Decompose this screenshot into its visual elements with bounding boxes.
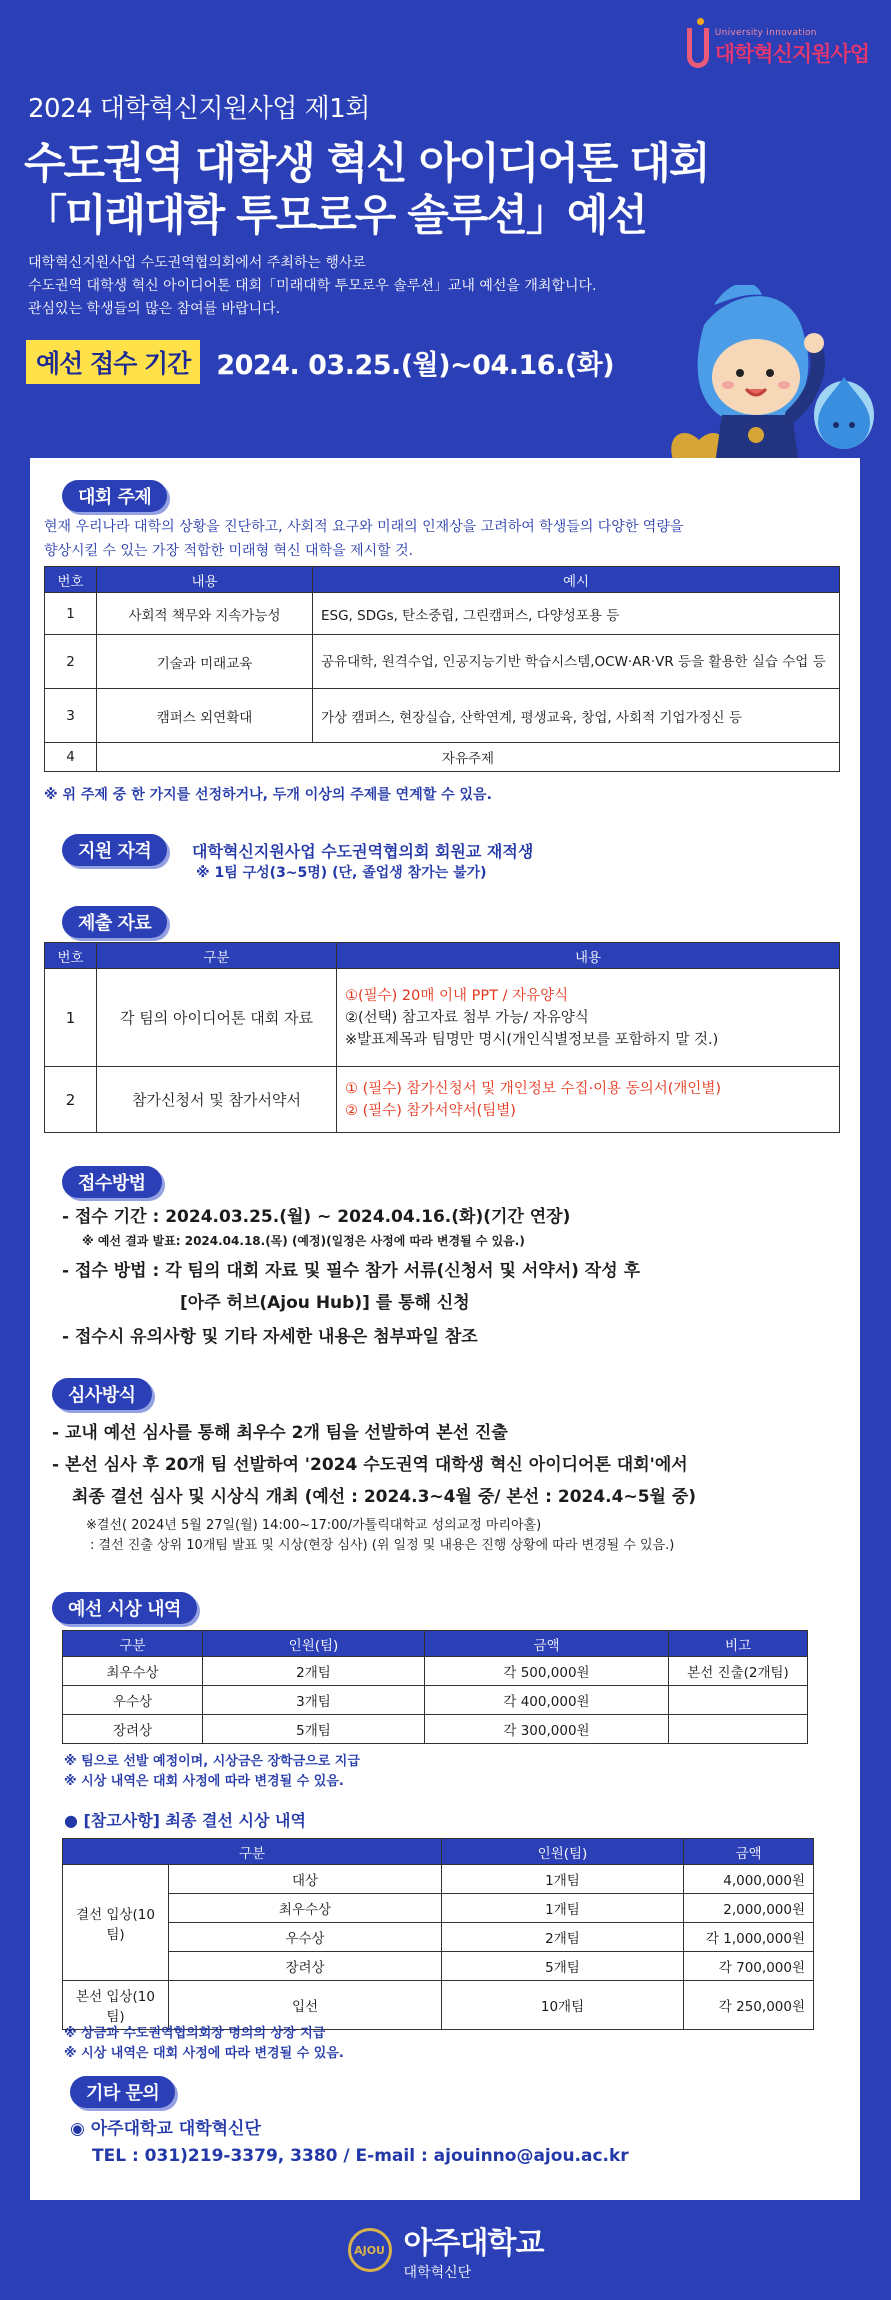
final-amount: 각 250,000원 bbox=[684, 1981, 814, 2030]
final-group: 결선 입상(10팀) bbox=[63, 1865, 169, 1981]
table-row bbox=[45, 743, 840, 772]
application-period bbox=[26, 340, 614, 384]
table-header: 내용 bbox=[97, 567, 313, 593]
theme-no: 3 bbox=[45, 689, 97, 743]
section-heading-submission: 제출 자료 bbox=[62, 906, 167, 938]
award-note bbox=[669, 1686, 808, 1715]
intro-line: 대학혁신지원사업 수도권역협의회에서 주최하는 행사로 bbox=[28, 255, 366, 271]
mascot-illustration bbox=[644, 285, 884, 485]
innovation-logo bbox=[687, 28, 869, 68]
contact-org: ◉ 아주대학교 대학혁신단 bbox=[70, 2119, 261, 2139]
table-row bbox=[63, 1657, 808, 1686]
table-row bbox=[63, 1894, 814, 1923]
theme-content: 캠퍼스 외연확대 bbox=[97, 689, 313, 743]
table-header: 금액 bbox=[425, 1631, 669, 1657]
final-awards-table bbox=[62, 1838, 814, 2030]
table-row bbox=[63, 1715, 808, 1744]
review-final-detail: : 결선 진출 상위 10개팀 발표 및 시상(현장 심사) (위 일정 및 내용은 진행 상황에 따라 변경될 수 있음.) bbox=[90, 1538, 675, 1553]
theme-no: 1 bbox=[45, 593, 97, 635]
section-heading-method: 접수방법 bbox=[62, 1166, 162, 1198]
section-heading-contact: 기타 문의 bbox=[70, 2076, 175, 2108]
award-note bbox=[669, 1715, 808, 1744]
method-attachment-note: - 접수시 유의사항 및 기타 자세한 내용은 첨부파일 참조 bbox=[62, 1327, 478, 1347]
review-line3: 최종 결선 심사 및 시상식 개최 (예선 : 2024.3~4월 중/ 본선 : 2024.4~5월 중) bbox=[72, 1487, 697, 1507]
final-teams: 2개팀 bbox=[442, 1923, 684, 1952]
theme-content: 기술과 미래교육 bbox=[97, 635, 313, 689]
contact-info: TEL : 031)219-3379, 3380 / E-mail : ajouinno@ajou.ac.kr bbox=[92, 2146, 629, 2166]
review-final-note: ※결선( 2024년 5월 27일(월) 14:00~17:00/가톨릭대학교 성의교정 마리아홀) bbox=[86, 1518, 542, 1533]
table-row bbox=[45, 689, 840, 743]
final-teams: 5개팀 bbox=[442, 1952, 684, 1981]
submission-table bbox=[44, 942, 840, 1133]
table-row bbox=[63, 1952, 814, 1981]
review-line2: - 본선 심사 후 20개 팀 선발하여 '2024 수도권역 대학생 혁신 아이디어톤 대회'에서 bbox=[52, 1455, 688, 1475]
final-amount: 각 1,000,000원 bbox=[684, 1923, 814, 1952]
submission-content bbox=[337, 969, 840, 1067]
theme-no: 4 bbox=[45, 743, 97, 772]
footer-department: 대학혁신단 bbox=[403, 2265, 472, 2281]
section-heading-prelim-awards: 예선 시상 내역 bbox=[52, 1592, 197, 1624]
submission-line: ①(필수) 20매 이내 PPT / 자유양식 bbox=[345, 987, 569, 1004]
final-amount: 4,000,000원 bbox=[684, 1865, 814, 1894]
award-amount: 각 500,000원 bbox=[425, 1657, 669, 1686]
theme-example: 공유대학, 원격수업, 인공지능기반 학습시스템,OCW·AR·VR 등을 활용한 실습 수업 등 bbox=[313, 635, 840, 689]
table-row bbox=[63, 1865, 814, 1894]
submission-category: 참가신청서 및 참가서약서 bbox=[97, 1067, 337, 1133]
prelim-awards-table bbox=[62, 1630, 808, 1744]
section-heading-theme: 대회 주제 bbox=[62, 480, 167, 512]
submission-line: ② (필수) 참가서약서(팀별) bbox=[345, 1102, 516, 1119]
submission-line: ① (필수) 참가신청서 및 개인정보 수집·이용 동의서(개인별) bbox=[345, 1080, 722, 1097]
theme-content: 사회적 책무와 지속가능성 bbox=[97, 593, 313, 635]
event-subtitle: 2024 대학혁신지원사업 제1회 bbox=[28, 94, 370, 124]
award-teams: 2개팀 bbox=[203, 1657, 425, 1686]
table-row bbox=[63, 1686, 808, 1715]
final-note1: ※ 상금과 수도권역협의회장 명의의 상장 지급 bbox=[64, 2026, 326, 2041]
submission-line: ②(선택) 참고자료 첨부 가능/ 자유양식 bbox=[345, 1009, 589, 1026]
award-amount: 각 300,000원 bbox=[425, 1715, 669, 1744]
final-award: 장려상 bbox=[169, 1952, 442, 1981]
event-title-line2: 「미래대학 투모로우 솔루션」예선 bbox=[24, 191, 646, 241]
table-header: 예시 bbox=[313, 567, 840, 593]
final-teams: 10개팀 bbox=[442, 1981, 684, 2030]
content-panel bbox=[30, 458, 860, 2200]
award-note: 본선 진출(2개팀) bbox=[669, 1657, 808, 1686]
table-row bbox=[45, 1067, 840, 1133]
period-date: 2024. 03.25.(월)~04.16.(화) bbox=[216, 349, 615, 381]
final-award: 우수상 bbox=[169, 1923, 442, 1952]
table-header: 금액 bbox=[684, 1839, 814, 1865]
table-row bbox=[45, 969, 840, 1067]
logo-text: 대학혁신지원사업 bbox=[714, 42, 869, 66]
table-row bbox=[45, 593, 840, 635]
innovation-logo-mark bbox=[687, 28, 709, 68]
method-ajou-hub: [아주 허브(Ajou Hub)] 를 통해 신청 bbox=[180, 1293, 470, 1313]
prelim-note1: ※ 팀으로 선발 예정이며, 시상금은 장학금으로 지급 bbox=[64, 1754, 360, 1769]
award-category: 최우수상 bbox=[63, 1657, 203, 1686]
table-header: 구분 bbox=[63, 1631, 203, 1657]
eligibility-line1: 대학혁신지원사업 수도권역협의회 회원교 재적생 bbox=[192, 842, 534, 861]
final-awards-heading: ● [참고사항] 최종 결선 시상 내역 bbox=[64, 1811, 306, 1830]
method-result-note: ※ 예선 결과 발표: 2024.04.18.(목) (예정)(일정은 사정에 따라 변경될 수 있음.) bbox=[82, 1234, 525, 1248]
table-header: 비고 bbox=[669, 1631, 808, 1657]
award-category: 우수상 bbox=[63, 1686, 203, 1715]
method-period: - 접수 기간 : 2024.03.25.(월) ~ 2024.04.16.(화)(기간 연장) bbox=[62, 1207, 571, 1227]
table-header: 번호 bbox=[45, 943, 97, 969]
ajou-emblem-icon: AJOU bbox=[348, 2228, 392, 2272]
award-amount: 각 400,000원 bbox=[425, 1686, 669, 1715]
final-group: 본선 입상(10팀) bbox=[63, 1981, 169, 2030]
theme-content: 자유주제 bbox=[97, 743, 840, 772]
table-row bbox=[63, 1923, 814, 1952]
table-header: 내용 bbox=[337, 943, 840, 969]
table-header: 인원(팀) bbox=[203, 1631, 425, 1657]
table-row bbox=[45, 635, 840, 689]
intro-text bbox=[28, 252, 596, 321]
submission-content bbox=[337, 1067, 840, 1133]
final-teams: 1개팀 bbox=[442, 1894, 684, 1923]
review-line1: - 교내 예선 심사를 통해 최우수 2개 팀을 선발하여 본선 진출 bbox=[52, 1423, 508, 1443]
submission-no: 1 bbox=[45, 969, 97, 1067]
final-amount: 2,000,000원 bbox=[684, 1894, 814, 1923]
theme-description-line2: 향상시킬 수 있는 가장 적합한 미래형 혁신 대학을 제시할 것. bbox=[44, 543, 414, 559]
final-teams: 1개팀 bbox=[442, 1865, 684, 1894]
theme-table bbox=[44, 566, 840, 772]
table-header: 인원(팀) bbox=[442, 1839, 684, 1865]
footer-university-name: 아주대학교 bbox=[403, 2226, 544, 2261]
theme-example: 가상 캠퍼스, 현장실습, 산학연계, 평생교육, 창업, 사회적 기업가정신 등 bbox=[313, 689, 840, 743]
intro-line: 관심있는 학생들의 많은 참여를 바랍니다. bbox=[28, 301, 281, 317]
intro-line: 수도권역 대학생 혁신 아이디어톤 대회「미래대학 투모로우 솔루션」교내 예선을 개최합니다. bbox=[28, 278, 597, 294]
final-award: 최우수상 bbox=[169, 1894, 442, 1923]
eligibility-line2: ※ 1팀 구성(3~5명) (단, 졸업생 참가는 불가) bbox=[196, 865, 487, 881]
submission-no: 2 bbox=[45, 1067, 97, 1133]
prelim-note2: ※ 시상 내역은 대회 사정에 따라 변경될 수 있음. bbox=[64, 1774, 344, 1789]
award-teams: 3개팀 bbox=[203, 1686, 425, 1715]
table-header: 구분 bbox=[63, 1839, 442, 1865]
period-label: 예선 접수 기간 bbox=[26, 340, 200, 384]
theme-description-line1: 현재 우리나라 대학의 상황을 진단하고, 사회적 요구와 미래의 인재상을 고려하여 학생들의 다양한 역량을 bbox=[44, 519, 684, 535]
logo-subtext: University innovation bbox=[714, 28, 817, 38]
theme-note: ※ 위 주제 중 한 가지를 선정하거나, 두개 이상의 주제를 연계할 수 있음. bbox=[44, 787, 492, 803]
theme-no: 2 bbox=[45, 635, 97, 689]
final-award: 대상 bbox=[169, 1865, 442, 1894]
section-heading-eligibility: 지원 자격 bbox=[62, 834, 167, 866]
submission-line: ※발표제목과 팀명만 명시(개인식별정보를 포함하지 말 것.) bbox=[345, 1031, 719, 1048]
footer bbox=[0, 2200, 891, 2300]
final-amount: 각 700,000원 bbox=[684, 1952, 814, 1981]
table-header: 번호 bbox=[45, 567, 97, 593]
final-note2: ※ 시상 내역은 대회 사정에 따라 변경될 수 있음. bbox=[64, 2046, 344, 2061]
award-category: 장려상 bbox=[63, 1715, 203, 1744]
final-award: 입선 bbox=[169, 1981, 442, 2030]
submission-category: 각 팀의 아이디어톤 대회 자료 bbox=[97, 969, 337, 1067]
award-teams: 5개팀 bbox=[203, 1715, 425, 1744]
event-title-line1: 수도권역 대학생 혁신 아이디어톤 대회 bbox=[24, 139, 709, 189]
theme-example: ESG, SDGs, 탄소중립, 그린캠퍼스, 다양성포용 등 bbox=[313, 593, 840, 635]
table-header: 구분 bbox=[97, 943, 337, 969]
method-how: - 접수 방법 : 각 팀의 대회 자료 및 필수 참가 서류(신청서 및 서약서) 작성 후 bbox=[62, 1261, 640, 1281]
section-heading-review: 심사방식 bbox=[52, 1378, 152, 1410]
